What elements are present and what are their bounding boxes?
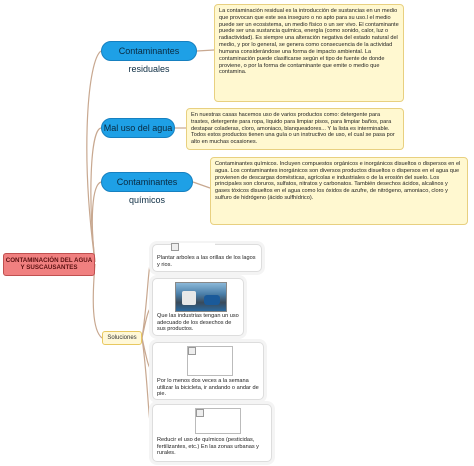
solution-card-chemicals[interactable]: [152, 404, 272, 462]
topic-contaminantes-residuales[interactable]: [101, 41, 197, 74]
topic-label: Mal uso del agua: [103, 123, 173, 133]
topic-label: Contaminantes residuales: [118, 46, 180, 74]
solution-text: Reducir el uso de químicos (pesticidas, fertilizantes, etc.) En las zonas urbanas y rurales.: [157, 437, 259, 457]
image-placeholder: [171, 243, 215, 253]
note-residuales: La contaminación residual es la introducción de sustancias en un medio que provocan que este sea inseguro o no apto para su uso.l el medio puede ser un ecosistema, un medio físico o un ser vivo. El contaminante puede ser una sustancia química, energía (como sonido, calor, luz o radiactividad). Es siempre una alteración negativa del estado natural del medio, y por lo general, se genera como consecuencia de la actividad humana considerándose una forma de impacto ambiental. La contaminación puede clasificarse según el tipo de fuente de donde proviene, o por la forma de contaminante que emite o medio que contamina.: [214, 4, 404, 102]
solution-card-trees[interactable]: [152, 244, 262, 272]
solution-text: Por lo menos dos veces a la semana utilizar la bicicleta, ir andando o andar de pie.: [157, 378, 259, 398]
image-placeholder: [187, 346, 233, 376]
topic-label: Soluciones: [107, 335, 137, 341]
root-label: CONTAMINACIÓN DEL AGUA Y SUSCAUSANTES: [5, 257, 93, 272]
container-shape: [182, 291, 196, 305]
broken-image-icon: [196, 409, 204, 417]
note-quimicos: Contaminantes químicos. Incluyen compuestos orgánicos e inorgánicos disueltos o dispersos en el agua. Los contaminantes inorgánicos son diversos productos disueltos o dispersos en el agua que provienen de descargas domésticas, agrícolas e industriales o de la erosión del suelo. Los principales son cloruros, sulfatos, nitratos y carbonatos. También desechos ácidos, alcalinos y gases tóxicos disueltos en el agua como los óxidos de azufre, de nitrógeno, amoniaco, cloro y sulfuro de hidrógeno (ácido sulfhídrico).: [210, 157, 468, 225]
topic-soluciones[interactable]: [102, 331, 142, 345]
root-node[interactable]: [3, 253, 95, 276]
industry-photo: [175, 282, 227, 312]
image-placeholder: [195, 408, 241, 434]
topic-contaminantes-quimicos[interactable]: [101, 172, 193, 205]
solution-card-bicycle[interactable]: [152, 342, 264, 400]
note-mal-uso: En nuestras casas hacemos uso de varios productos como: detergente para trastes, detergente para ropa, liquido para limpiar pisos, para limpiar baños, para destapar coladeras, cloro, amoniaco, blanqueadores... Y la lista es interminable. Todos estos productos tienen una guía o un instructivo de uso, el cual se pasa por alto en muchas ocasiones.: [186, 108, 404, 150]
broken-image-icon: [171, 243, 179, 251]
barrel-shape: [204, 295, 220, 305]
solution-card-industries[interactable]: [152, 278, 244, 336]
topic-label: Contaminantes químicos: [116, 177, 178, 205]
topic-mal-uso-del-agua[interactable]: [101, 118, 175, 138]
solution-text: Que las industrias tengan un uso adecuado de los desechos de sus productos.: [157, 313, 239, 333]
solution-text: Plantar arboles a las orillas de los lagos y rios.: [157, 255, 256, 268]
broken-image-icon: [188, 347, 196, 355]
